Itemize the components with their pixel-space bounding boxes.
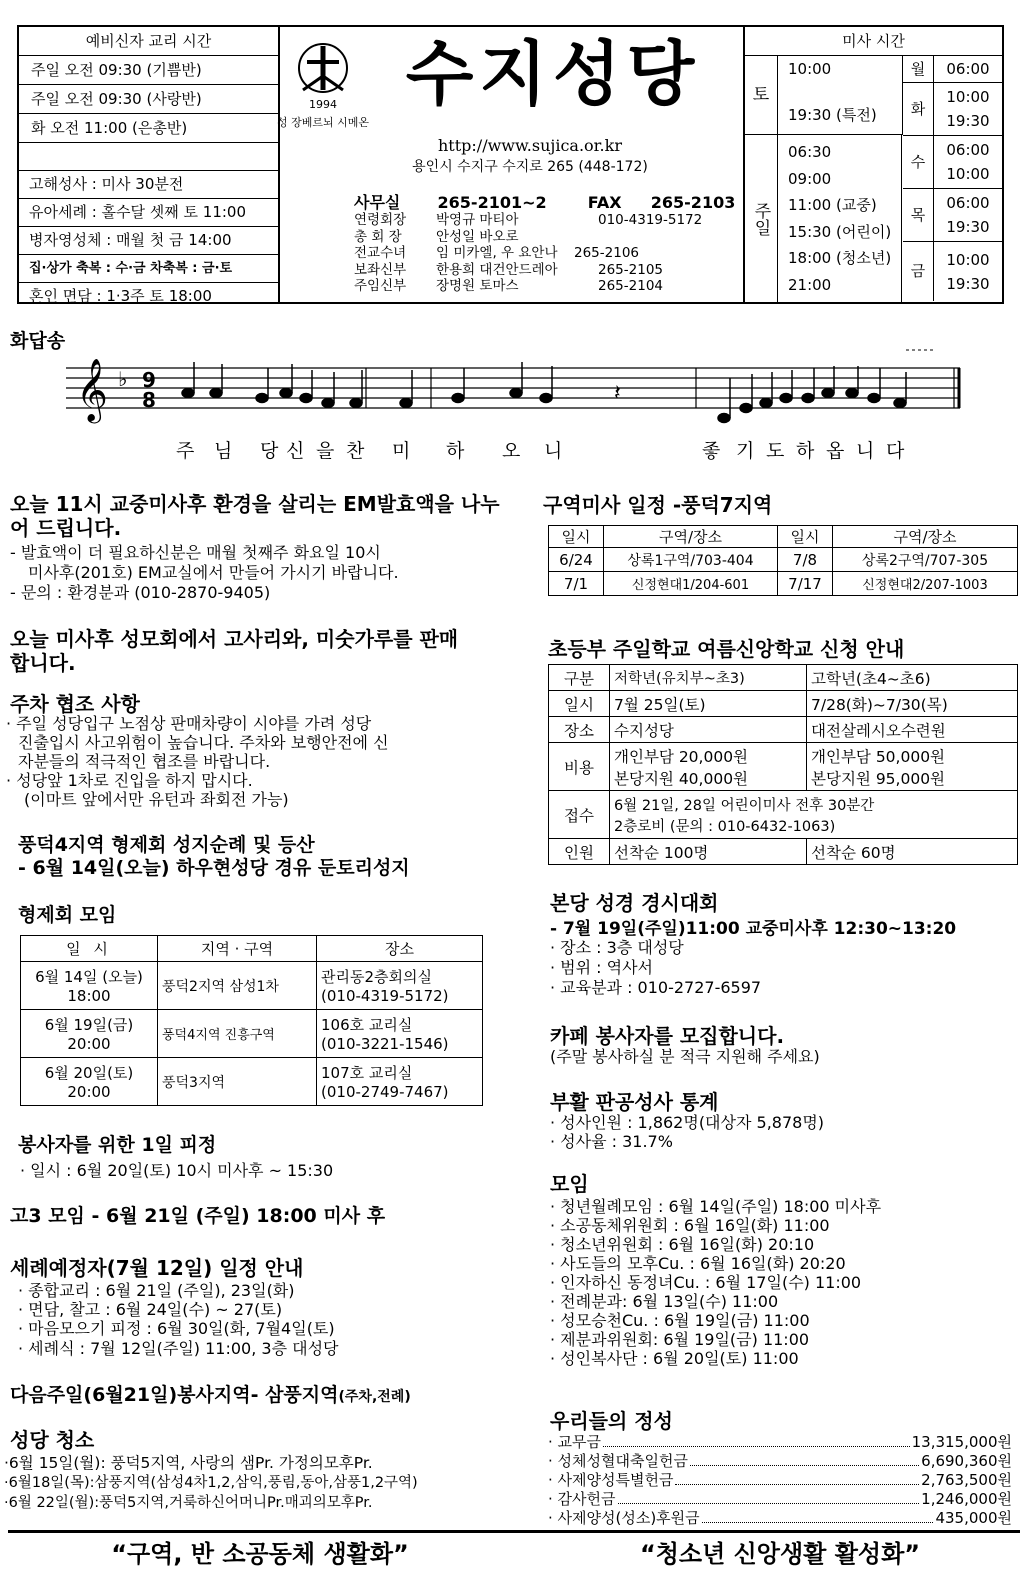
table-row: 인원 선착순 100명 선착순 60명: [549, 839, 1018, 865]
weekday-row: 금 10:00 19:30: [903, 242, 1002, 301]
pilgrim-title: 풍덕4지역 형제회 성지순례 및 등산: [18, 834, 315, 856]
weekday-row: 월 06:00: [903, 56, 1002, 83]
cafe-title: 카페 봉사자를 모집합니다.: [550, 1024, 785, 1048]
table-row: 6월 14일 (오늘) 18:00 풍덕2지역 삼성1차 관리동2층회의실 (010-4319-5172): [21, 962, 483, 1010]
hymn-lyrics: 주 님 당 신 을 찬 미 하 오 니 좋 기 도 하 옵 니 다: [176, 440, 905, 462]
table-row: 구분 저학년(유치부~초3) 고학년(초4~초6): [549, 665, 1018, 691]
church-url[interactable]: http://www.sujica.or.kr: [438, 136, 622, 155]
cleaning-line: ·6월18일(목):삼풍지역(삼성4차1,2,삼익,풍림,동아,삼풍1,2구역): [4, 1475, 418, 1491]
table-row: 일시 구역/장소 일시 구역/장소: [549, 526, 1018, 548]
meeting-line: · 청소년위원회 : 6월 16일(화) 20:10: [550, 1235, 815, 1254]
table-row: 접수 6월 21일, 28일 어린이미사 전후 30분간 2층로비 (문의 : 010-6432-1063): [549, 791, 1018, 839]
header-divider-left: [278, 25, 280, 304]
table-row: 6월 19일(금) 20:00 풍덕4지역 진흥구역 106호 교리실 (010-3221-1546): [21, 1010, 483, 1058]
baptism-line: · 종합교리 : 6월 21일 (주일), 23일(화): [18, 1281, 295, 1300]
logo-caption: 성 장베르뇌 시메온: [276, 116, 369, 129]
hymn-title: 화답송: [10, 330, 66, 352]
meeting-line: · 인자하신 동정녀Cu. : 6월 17일(수) 11:00: [550, 1273, 862, 1292]
g3-title: 고3 모임 - 6월 21일 (주일) 18:00 미사 후: [10, 1205, 386, 1227]
office-phone: 265-2101~2: [437, 193, 547, 212]
baptism-line: · 마음모으기 피정 : 6월 30일(화, 7월4일(토): [18, 1319, 335, 1338]
em-line: - 발효액이 더 필요하신분은 매월 첫째주 화요일 10시: [10, 543, 381, 562]
mass-sat-label: 토: [745, 56, 778, 135]
fax-number: 265-2103: [650, 193, 736, 212]
table-row: 장소 수지성당 대전살레시오수련원: [549, 717, 1018, 743]
parking-line: 진출입시 사고위험이 높습니다. 주차와 보행안전에 신: [18, 733, 389, 752]
svg-text:9: 9: [142, 368, 156, 392]
easter-line: · 성사율 : 31.7%: [550, 1132, 673, 1151]
service-row: 집·상가 축복 : 수·금 차축복 : 금·토: [19, 255, 278, 283]
parking-line: · 주일 성당입구 노점상 판매차량이 시야를 가려 성당: [6, 714, 372, 733]
footer-rule: [8, 1530, 1020, 1533]
svg-text:♭: ♭: [118, 367, 128, 391]
service-row: 혼인 면담 : 1·3주 토 18:00: [29, 287, 212, 305]
mass-title: 미사 시간: [745, 27, 1002, 56]
parking-title: 주차 협조 사항: [10, 692, 140, 716]
mass-sun-label: 주일: [745, 135, 778, 302]
header-spacer: [19, 143, 278, 171]
summer-school-table: [548, 664, 1018, 865]
contact-row: 연령회장 박영규 마티아 010-4319-5172: [354, 212, 703, 228]
brothers-table: [20, 935, 483, 1106]
bible-line: · 범위 : 역사서: [550, 958, 654, 977]
catechism-row: 화 오전 11:00 (은총반): [19, 114, 278, 143]
bible-line: · 장소 : 3층 대성당: [550, 938, 684, 957]
office-label: 사무실: [354, 193, 401, 212]
footer-right-slogan: “청소년 신앙생활 활성화”: [639, 1540, 921, 1568]
table-row: 비용 개인부담 20,000원 본당지원 40,000원 개인부담 50,000원 본당지원 95,000원: [549, 743, 1018, 791]
contact-row: 총 회 장 안성일 바오로: [354, 228, 519, 245]
table-row: 6/24 상록1구역/703-404 7/8 상록2구역/707-305: [549, 548, 1018, 572]
offering-row: · 사제양성특별헌금 2,763,500원: [548, 1471, 1012, 1489]
catechism-row: 주일 오전 09:30 (사랑반): [19, 85, 278, 114]
parking-line: 자분들의 적극적인 협조를 바랍니다.: [18, 752, 271, 771]
offering-row: · 성체성혈대축일헌금 6,690,360원: [548, 1452, 1012, 1470]
brothers-title: 형제회 모임: [18, 904, 117, 926]
table-row: 6월 20일(토) 20:00 풍덕3지역 107호 교리실 (010-2749-7467): [21, 1058, 483, 1106]
service-row: 병자영성체 : 매월 첫 금 14:00: [19, 227, 278, 255]
offerings-list: [548, 1433, 1012, 1528]
pilgrim-subtitle: - 6월 14일(오늘) 하우현성당 경유 둔토리성지: [18, 857, 410, 879]
meeting-line: · 소공동체위원회 : 6월 16일(화) 11:00: [550, 1216, 830, 1235]
catechism-row: 주일 오전 09:30 (기쁨반): [19, 56, 278, 85]
offering-row: · 감사헌금 1,246,000원: [548, 1490, 1012, 1508]
cafe-line: (주말 봉사하실 분 적극 지원해 주세요): [550, 1047, 820, 1066]
baptism-title: 세례예정자(7월 12일) 일정 안내: [10, 1256, 304, 1280]
bible-line: · 교육분과 : 010-2727-6597: [550, 978, 762, 997]
meeting-line: · 사도들의 모후Cu. : 6월 16일(화) 20:20: [550, 1254, 846, 1273]
table-row: 일 시 지역 · 구역 장소: [21, 936, 483, 962]
cleaning-title: 성당 청소: [10, 1428, 95, 1452]
cleaning-line: ·6월 22일(월):풍덕5지역,거룩하신어머니Pr.매괴의모후Pr.: [4, 1495, 373, 1511]
contact-row: 주임신부 장명원 토마스 265-2104: [354, 278, 663, 294]
table-row: 7/1 신정현대1/204-601 7/17 신정현대2/207-1003: [549, 572, 1018, 596]
meeting-line: · 청년월례모임 : 6월 14일(주일) 18:00 미사후: [550, 1197, 882, 1216]
em-title: 오늘 11시 교중미사후 환경을 살리는 EM발효액을 나누어 드립니다.: [10, 492, 500, 540]
baptism-line: · 세례식 : 7월 12일(주일) 11:00, 3층 대성당: [18, 1339, 339, 1358]
service-row: 고해성사 : 미사 30분전: [19, 171, 278, 199]
baptism-line: · 면담, 찰고 : 6월 24일(수) ~ 27(토): [18, 1300, 283, 1319]
parking-line: · 성당앞 1차로 진입을 하지 맙시다.: [6, 771, 253, 790]
mass-sun-times: 06:30 09:00 11:00 (교중) 15:30 (어린이) 18:00 (청소년) 21:00: [778, 135, 902, 302]
district-mass-title: 구역미사 일정 -풍덕7지역: [543, 493, 773, 517]
summer-school-title: 초등부 주일학교 여름신앙학교 신청 안내: [548, 637, 905, 661]
contacts-list: [354, 212, 744, 295]
church-address: 용인시 수지구 수지로 265 (448-172): [412, 159, 648, 175]
weekday-row: 화 10:00 19:30: [903, 83, 1002, 136]
easter-title: 부활 판공성사 통계: [550, 1090, 719, 1114]
table-row: 일시 7월 25일(토) 7/28(화)~7/30(목): [549, 691, 1018, 717]
church-name: 수지성당: [405, 33, 701, 115]
bible-contest-subtitle: - 7월 19일(주일)11:00 교중미사후 12:30~13:20: [550, 919, 957, 939]
sale-title: 오늘 미사후 성모회에서 고사리와, 미숫가루를 판매 합니다.: [10, 627, 459, 675]
bible-contest-title: 본당 성경 경시대회: [550, 891, 719, 915]
weekday-grid: [903, 56, 1002, 301]
offerings-title: 우리들의 정성: [550, 1409, 673, 1433]
contact-row: 보좌신부 한용희 대건안드레아 265-2105: [354, 261, 663, 278]
meeting-line: · 전례분과: 6월 13일(수) 11:00: [550, 1292, 779, 1311]
weekday-row: 수 06:00 10:00: [903, 136, 1002, 189]
easter-line: · 성사인원 : 1,862명(대상자 5,878명): [550, 1113, 825, 1132]
svg-text:𝄽: 𝄽: [614, 381, 621, 406]
meetings-title: 모임: [550, 1172, 589, 1196]
svg-text:8: 8: [142, 388, 156, 412]
mass-sat-times: 10:00 19:30 (특전): [778, 56, 903, 135]
weekday-row: 목 06:00 19:30: [903, 189, 1002, 242]
meeting-line: · 성모승천Cu. : 6월 19일(금) 11:00: [550, 1311, 810, 1330]
meeting-line: · 성인복사단 : 6월 20일(토) 11:00: [550, 1349, 799, 1368]
office-line: [354, 190, 734, 213]
cleaning-line: ·6월 15일(월): 풍덕5지역, 사랑의 샘Pr. 가정의모후Pr.: [4, 1454, 373, 1472]
meeting-line: · 제분과위원회: 6월 19일(금) 11:00: [550, 1330, 810, 1349]
svg-text:𝄞: 𝄞: [76, 358, 108, 421]
em-line: 미사후(201호) EM교실에서 만들어 가시기 바랍니다.: [28, 563, 399, 582]
offering-row: · 교무금 13,315,000원: [548, 1433, 1012, 1451]
next-week-title: 다음주일(6월21일)봉사지역- 삼풍지역(주차,전례): [10, 1384, 411, 1406]
music-staff: [66, 342, 966, 432]
catechism-title: 예비신자 교리 시간: [19, 27, 278, 56]
offering-row: · 사제양성(성소)후원금 435,000원: [548, 1509, 1012, 1527]
parking-line: (이마트 앞에서만 유턴과 좌회전 가능): [24, 790, 289, 809]
fast-title: 봉사자를 위한 1일 피정: [18, 1134, 217, 1156]
fax-label: FAX: [587, 193, 622, 212]
fast-line: · 일시 : 6월 20일(토) 10시 미사후 ~ 15:30: [20, 1161, 334, 1180]
logo-year: 1994: [309, 98, 337, 111]
district-mass-table: [548, 525, 1018, 596]
footer-left-slogan: “구역, 반 소공동체 생활화”: [111, 1540, 409, 1568]
em-line: - 문의 : 환경분과 (010-2870-9405): [10, 583, 271, 602]
contact-row: 전교수녀 임 미카엘, 우 요안나 265-2106: [354, 245, 639, 261]
header-left-column: [19, 27, 278, 309]
service-row: 유아세례 : 홀수달 셋째 토 11:00: [19, 199, 278, 227]
